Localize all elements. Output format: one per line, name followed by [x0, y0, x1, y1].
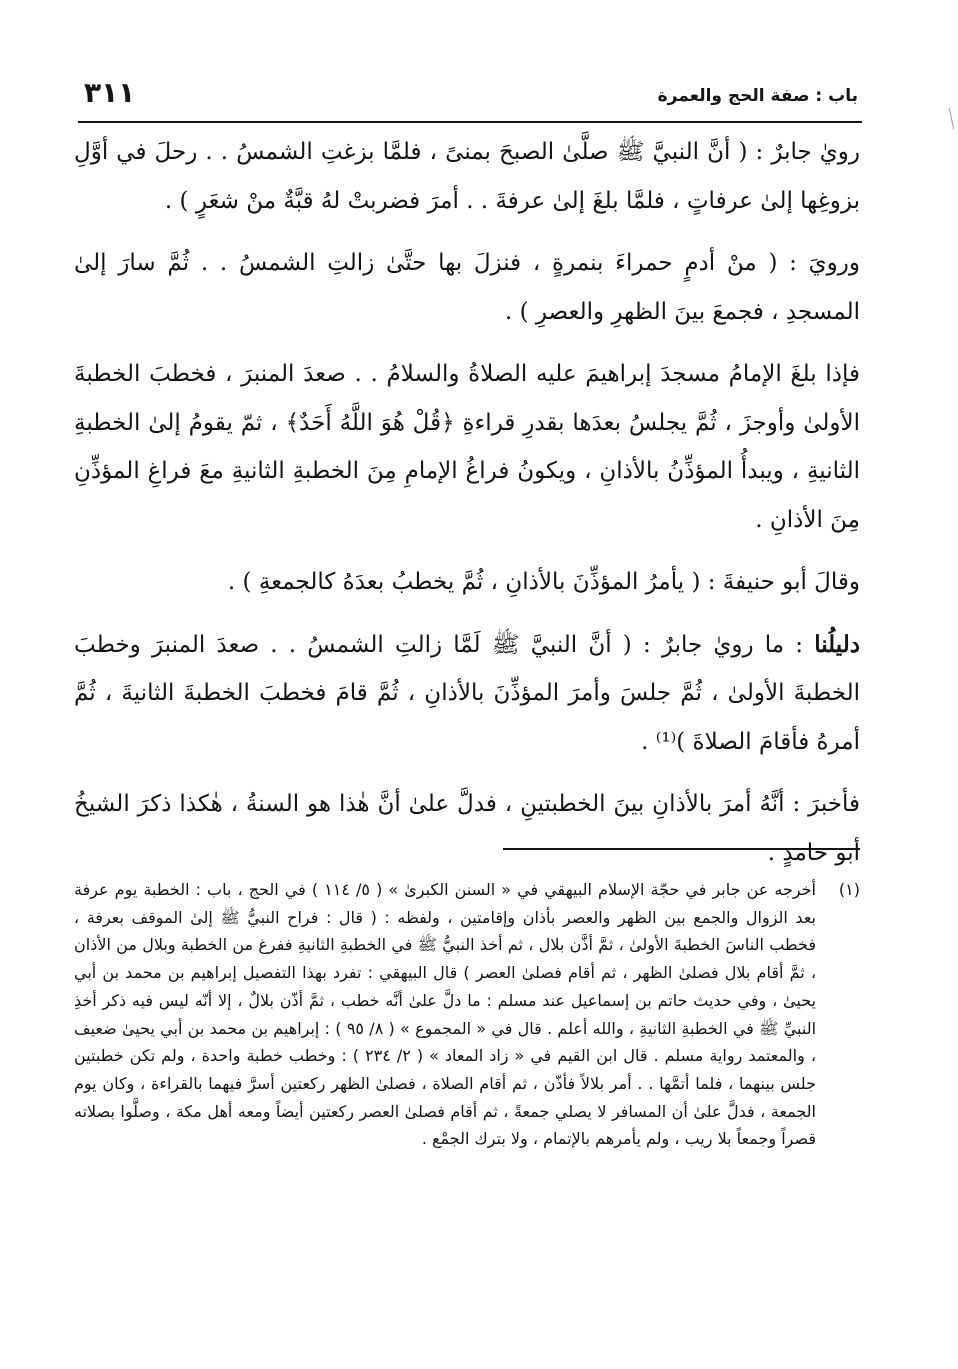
paragraph-2: ورويَ : ( منْ أدمٍ حمراءَ بنمرةٍ ، فنزلَ بها حتَّىٰ زالتِ الشمسُ . . ثُمَّ سارَ إلىٰ المسجدِ ، فجمعَ بينَ الظهرِ والعصرِ ) . — [74, 250, 860, 325]
paragraph-6: فأخبرَ : أنَّهُ أمرَ بالأذانِ بينَ الخطبتينِ ، فدلَّ علىٰ أنَّ هٰذا هو السنةُ ، هٰكذا ذكرَ الشيخُ أبو حامدٍ . — [74, 791, 860, 866]
paragraph-5 — [74, 621, 860, 767]
running-title: باب : صفة الحج والعمرة — [657, 86, 858, 106]
evidence-lead: دليلُنا — [814, 630, 860, 658]
paragraph-1: رويٰ جابرٌ : ( أنَّ النبيَّ ﷺ صلَّىٰ الصبحَ بمنىً ، فلمَّا بزغتِ الشمسُ . . رحلَ في أوَّلِ بزوغِها إلىٰ عرفاتٍ ، فلمَّا بلغَ إلىٰ عرفةَ . . أمرَ فضربتْ لهُ قبَّةٌ منْ شعَرٍ ) . — [74, 139, 860, 214]
footnote — [74, 876, 860, 1153]
header-rule — [78, 121, 862, 123]
footnote-marker: (١) — [838, 880, 860, 899]
main-text — [74, 128, 860, 891]
paragraph-3: فإذا بلغَ الإمامُ مسجدَ إبراهيمَ عليه الصلاةُ والسلامُ . . صعدَ المنبرَ ، فخطبَ الخطبةَ الأولىٰ وأوجزَ ، ثُمَّ يجلسُ بعدَها بقدرِ قراءةِ ﴿قُلْ هُوَ اللَّهُ أَحَدٌ﴾ ، ثمّ يقومُ إلىٰ الخطبةِ الثانيةِ ، ويبدأُ المؤذِّنُ بالأذانِ ، ويكونُ فراغُ الإمامِ مِنَ الخطبةِ الثانيةِ معَ فراغِ المؤذِّنِ مِنَ الأذانِ . — [74, 361, 860, 533]
footnote-text: أخرجه عن جابر في حجّة الإسلام البيهقي في « السنن الكبرىٰ » ( ٥/ ١١٤ ) في الحج ، باب : الخطبة يوم عرفة بعد الزوال والجمع بين الظهر والعصر بأذان وإقامتين ، ولفظه : ( قال : فراح النبيُّ ﷺ إلىٰ الموقف بعرفة ، فخطب الناسَ الخطبةَ الأولىٰ ، ثمَّ أذَّن بلال ، ثم أخذ النبيُّ ﷺ في الخطبةِ الثانيةِ ففرغ من الخطبة وبلال من الأذان ، ثمَّ أقام بلال فصلىٰ الظهر ، ثم أقام فصلىٰ العصر ) قال البيهقي : تفرد بهذا التفصيل إبراهيم بن محمد بن أبي يحيىٰ ، وفي حديث حاتم بن إسماعيل عند مسلم : ما دلَّ علىٰ أنَّه خطب ، ثمَّ أذّن بلالٌ ، إلا أنّه ليس فيه ذكر أخذِ النبيِّ ﷺ في الخطبةِ الثانيةِ ، والله أعلم . قال في « المجموع » ( ٨/ ٩٥ ) : إبراهيم بن محمد بن أبي يحيىٰ ضعيف ، والمعتمد رواية مسلم . قال ابن القيم في « زاد المعاد » ( ٢/ ٢٣٤ ) : وخطب خطبة واحدة ، ولم تكن خطبتين جلس بينهما ، فلما أتمَّها . . أمر بلالاً فأذّن ، ثم أقام الصلاة ، فصلىٰ الظهر ركعتين أسرَّ فيهما بالقراءة ، وكان يوم الجمعة ، فدلَّ علىٰ أن المسافر لا يصلي جمعةً ، ثم أقام فصلىٰ العصر ركعتين أيضاً ومعه أهل مكة ، وصلَّوا بصلاته قصراً وجمعاً بلا ريب ، ولم يأمرهم بالإتمام ، ولا بترك الجمْع . — [74, 880, 817, 1149]
page-number: ٣١١ — [84, 76, 136, 109]
footnote-rule — [503, 848, 860, 850]
paragraph-4: وقالَ أبو حنيفةَ : ( يأمرُ المؤذِّنَ بالأذانِ ، ثُمَّ يخطبُ بعدَهُ كالجمعةِ ) . — [227, 569, 860, 595]
margin-mark — [945, 108, 954, 131]
paragraph-5-text: : ما رويٰ جابرٌ : ( أنَّ النبيَّ ﷺ لَمَّا زالتِ الشمسُ . . صعدَ المنبرَ وخطبَ الخطبةَ الأولىٰ ، ثُمَّ جلسَ وأمرَ المؤذِّنَ بالأذانِ ، ثُمَّ قامَ فخطبَ الخطبةَ الثانيةَ ، ثُمَّ أمرهُ فأقامَ الصلاةَ )⁽¹⁾ . — [74, 631, 860, 755]
